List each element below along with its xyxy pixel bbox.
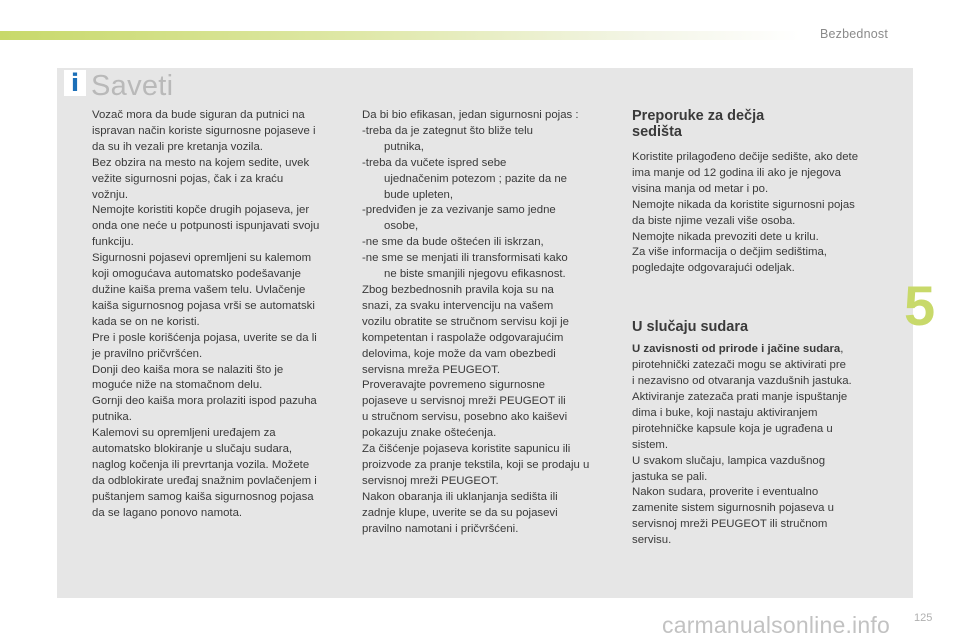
bullet-continuation: bude upleten, <box>384 188 454 201</box>
text-line: pravilno namotani i pričvršćeni. <box>362 522 519 535</box>
text-line: Nakon sudara, proverite i eventualno <box>632 486 819 499</box>
text-line: delovima, koje može da vam obezbedi <box>362 347 556 360</box>
text-line: u stručnom servisu, posebno ako kaiševi <box>362 411 568 424</box>
heading-accident: U slučaju sudara <box>632 319 749 336</box>
header-accent-bar <box>0 31 800 40</box>
text-line: moguće niže na stomačnom delu. <box>92 379 263 392</box>
text-line: kada se on ne koristi. <box>92 315 200 328</box>
text-line: pirotehnički zatezači mogu se aktivirati pre <box>632 359 846 372</box>
text-line: koji omogućava automatsko podešavanje <box>92 268 301 281</box>
text-line: proizvode za pranje tekstila, koji se prodaju u <box>362 458 590 471</box>
bullet-item <box>362 235 618 251</box>
text-line: ima manje od 12 godina ili ako je njegova <box>632 166 841 179</box>
text-line: puštanjem samog kaiša sigurnosnog pojasa <box>92 490 314 503</box>
text-line: U svakom slučaju, lampica vazdušnog <box>632 454 826 467</box>
text-line: ispravan način koriste sigurnosne pojaseve i <box>92 124 316 137</box>
text-line-lead <box>632 342 882 358</box>
column-right <box>632 108 882 549</box>
text-line: Nemojte koristiti kopče drugih pojaseva, jer <box>92 204 310 217</box>
watermark: carmanualsonline.info <box>662 612 890 638</box>
text-line: da su ih vezali pre kretanja vozila. <box>92 140 263 153</box>
text-line: da biste njime vezali više osoba. <box>632 214 796 227</box>
intro-line: Da bi bio efikasan, jedan sigurnosni pojas : <box>362 109 579 121</box>
heading-line: Preporuke za dečja <box>632 108 765 124</box>
text-line: putnika. <box>92 411 132 424</box>
text-line: Bez obzira na mesto na kojem sedite, uvek <box>92 156 310 169</box>
text-line: Nemojte nikada da koristite sigurnosni pojas <box>632 198 855 211</box>
heading-child-seats <box>632 108 882 140</box>
heading-line: sedišta <box>632 124 682 140</box>
bullet-item <box>362 251 618 267</box>
text-line: Sigurnosni pojasevi opremljeni su kalemom <box>92 252 312 265</box>
text-line: Proveravajte povremeno sigurnosne <box>362 379 545 392</box>
text-line: Aktiviranje zatezača prati manje ispuštanje <box>632 390 848 403</box>
text-line: onda one neće u potpunosti ispunjavati svoju <box>92 220 320 233</box>
text-line: visina manja od metar i po. <box>632 182 769 195</box>
bullet-continuation: putnika, <box>384 140 424 153</box>
panel-title: Saveti <box>91 70 174 102</box>
bullet-dash: - <box>362 204 366 217</box>
text-line: dima i buke, koji nastaju aktiviranjem <box>632 406 818 419</box>
column-left <box>92 108 354 522</box>
text-line: dužine kaiša prema vašem telu. Uvlačenje <box>92 283 306 296</box>
text-line: Nemojte nikada prevoziti dete u krilu. <box>632 230 819 243</box>
bullet-dash: - <box>362 236 366 249</box>
text-line: servisnoj mreži PEUGEOT. <box>362 474 499 487</box>
bullet-item <box>362 156 618 172</box>
bullet-text: ne sme da bude oštećen ili iskrzan, <box>365 236 544 249</box>
text-line: servisnoj mreži PEUGEOT ili stručnom <box>632 518 828 531</box>
text-line: sistem. <box>632 438 669 451</box>
text-line: Koristite prilagođeno dečije sedište, ako dete <box>632 151 859 163</box>
chapter-number: 5 <box>904 274 936 337</box>
text-line: Za više informacija o dečjim sedištima, <box>632 246 827 259</box>
bullet-text: ne sme se menjati ili transformisati kako <box>365 252 568 265</box>
text-line: servisu. <box>632 534 672 547</box>
page-number: 125 <box>914 612 933 624</box>
bullet-text: treba da vučete ispred sebe <box>365 156 507 169</box>
bullet-continuation: osobe, <box>384 220 419 233</box>
text-line: zadnje klupe, uverite se da su pojasevi <box>362 506 558 519</box>
text-line: pogledajte odgovarajući odeljak. <box>632 262 795 275</box>
text-line: vožnju. <box>92 188 129 201</box>
info-icon-glyph: i <box>70 69 80 97</box>
text-line: pojaseve u servisnoj mreži PEUGEOT ili <box>362 395 566 408</box>
section-title: Bezbednost <box>819 27 888 41</box>
text-line: da se lagano ponovo namota. <box>92 506 243 519</box>
text-line: servisna mreža PEUGEOT. <box>362 363 500 376</box>
text-line: Pre i posle korišćenja pojasa, uverite se da li <box>92 331 317 344</box>
text-line: pokazuju znake oštećenja. <box>362 427 497 440</box>
text-line: pirotehničke kapsule koja je ugrađena u <box>632 422 833 435</box>
text-line: vozilu obratite se stručnom servisu koji je <box>362 315 570 328</box>
text-line: zamenite sistem sigurnosnih pojaseva u <box>632 502 834 515</box>
text-line: Za čišćenje pojaseva koristite sapunicu ili <box>362 443 571 456</box>
bullet-dash: - <box>362 252 366 265</box>
bullet-item <box>362 203 618 219</box>
text-line: da odblokirate uređaj snažnim povlačenjem i <box>92 474 317 487</box>
text-line: je pravilno pričvršćen. <box>92 347 203 360</box>
text-line: Nakon obaranja ili uklanjanja sedišta ili <box>362 490 558 503</box>
text-line: snazi, za svaku intervenciju na vašem <box>362 299 554 312</box>
text-line: Gornji deo kaiša mora prolaziti ispod pazuha <box>92 395 317 408</box>
info-icon <box>64 70 86 96</box>
bullet-text: treba da je zategnut što bliže telu <box>365 124 533 137</box>
text-line: i nezavisno od otvaranja vazdušnih jastuka. <box>632 375 852 388</box>
text-line: Zbog bezbednosnih pravila koja su na <box>362 283 554 296</box>
bold-lead: U zavisnosti od prirode i jačine sudara <box>632 343 841 356</box>
text-line: Vozač mora da bude siguran da putnici na <box>92 109 305 121</box>
text-line: naglog kočenja ili prevrtanja vozila. Možete <box>92 458 310 471</box>
text-line: kaiša sigurnosnog pojasa vrši se automatski <box>92 299 315 312</box>
bullet-dash: - <box>362 124 366 137</box>
bullet-dash: - <box>362 156 366 169</box>
text-line: funkciju. <box>92 236 134 249</box>
text-line: automatsko blokiranje u slučaju sudara, <box>92 443 293 456</box>
text-line: kompetentan i raspolaže odgovarajućim <box>362 331 564 344</box>
bullet-continuation: ne biste smanjili njegovu efikasnost. <box>384 268 566 281</box>
bullet-continuation: ujednačenim potezom ; pazite da ne <box>384 172 568 185</box>
text-line: Kalemovi su opremljeni uređajem za <box>92 427 276 440</box>
text-line: Donji deo kaiša mora se nalaziti što je <box>92 363 284 376</box>
bullet-item <box>362 124 618 140</box>
bullet-text: predviđen je za vezivanje samo jedne <box>365 204 556 217</box>
column-middle <box>362 108 618 537</box>
text-line: vežite sigurnosni pojas, čak i za kraću <box>92 172 284 185</box>
lead-tail: , <box>840 343 844 356</box>
text-line: jastuka se pali. <box>632 470 708 483</box>
